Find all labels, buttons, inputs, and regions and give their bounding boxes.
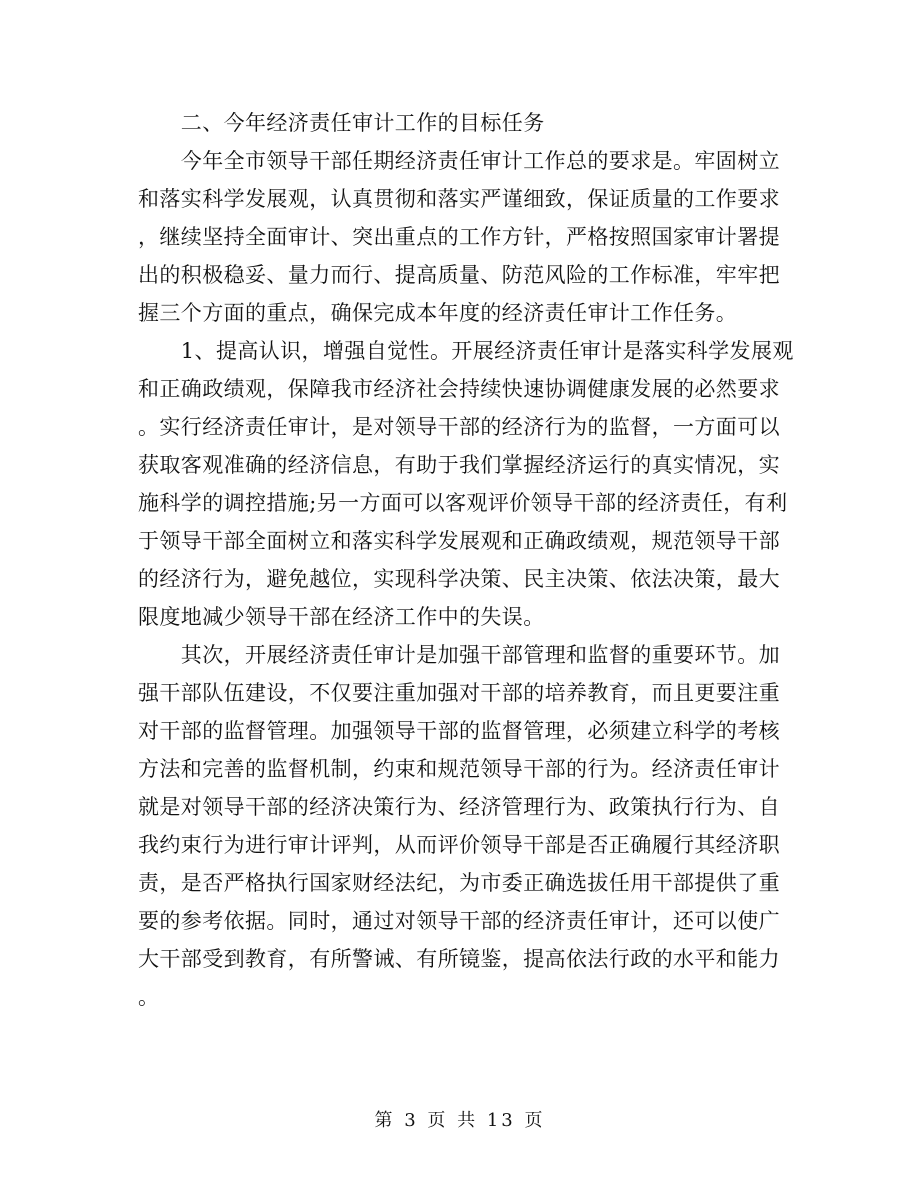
text-line: 施科学的调控措施;另一方面可以客观评价领导干部的经济责任，有利 — [138, 491, 788, 515]
text-line: 大干部受到教育，有所警诫、有所镜鉴，提高依法行政的水平和能力 — [138, 947, 780, 971]
text-line: 对干部的监督管理。加强领导干部的监督管理，必须建立科学的考核 — [138, 719, 780, 743]
text-line: 今年全市领导干部任期经济责任审计工作总的要求是。牢固树立 — [138, 149, 780, 173]
document-body — [138, 104, 794, 1016]
text-line: 。 — [138, 985, 160, 1009]
text-line: 责，是否严格执行国家财经法纪，为市委正确选拔任用干部提供了重 — [138, 871, 780, 895]
text-line: 于领导干部全面树立和落实科学发展观和正确政绩观，规范领导干部 — [138, 529, 780, 553]
text-line: 和正确政绩观，保障我市经济社会持续快速协调健康发展的必然要求 — [138, 377, 780, 401]
text-line: 限度地减少领导干部在经济工作中的失误。 — [138, 605, 545, 629]
text-line: 1、提高认识，增强自觉性。开展经济责任审计是落实科学发展观 — [138, 339, 794, 363]
text-line: 。实行经济责任审计，是对领导干部的经济行为的监督，一方面可以 — [138, 415, 780, 439]
text-line: 要的参考依据。同时，通过对领导干部的经济责任审计，还可以使广 — [138, 909, 780, 933]
text-line: 的经济行为，避免越位，实现科学决策、民主决策、依法决策，最大 — [138, 567, 780, 591]
text-line: ，继续坚持全面审计、突出重点的工作方针，严格按照国家审计署提 — [138, 225, 780, 249]
text-line: 强干部队伍建设，不仅要注重加强对干部的培养教育，而且更要注重 — [138, 681, 780, 705]
section-heading: 二、今年经济责任审计工作的目标任务 — [138, 111, 545, 135]
text-line: 方法和完善的监督机制，约束和规范领导干部的行为。经济责任审计 — [138, 757, 780, 781]
text-line: 握三个方面的重点，确保完成本年度的经济责任审计工作任务。 — [138, 301, 738, 325]
text-line: 和落实科学发展观，认真贯彻和落实严谨细致，保证质量的工作要求 — [138, 187, 780, 211]
text-line: 其次，开展经济责任审计是加强干部管理和监督的重要环节。加 — [138, 643, 780, 667]
text-line: 我约束行为进行审计评判，从而评价领导干部是否正确履行其经济职 — [138, 833, 780, 857]
text-line: 出的积极稳妥、量力而行、提高质量、防范风险的工作标准，牢牢把 — [138, 263, 780, 287]
text-line: 就是对领导干部的经济决策行为、经济管理行为、政策执行行为、自 — [138, 795, 780, 819]
text-line: 获取客观准确的经济信息，有助于我们掌握经济运行的真实情况，实 — [138, 453, 780, 477]
page-number-footer: 第 3 页 共 13 页 — [374, 1110, 546, 1131]
